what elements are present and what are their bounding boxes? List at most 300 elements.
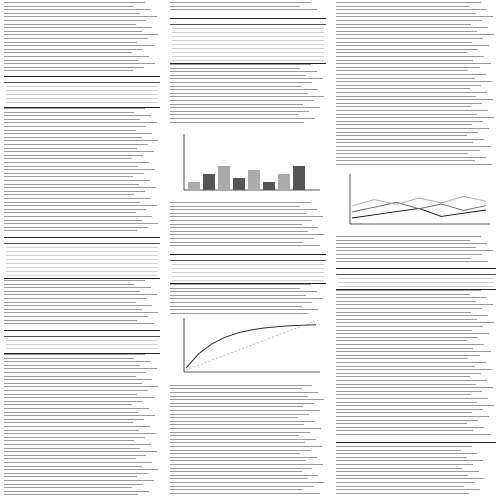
- text-line: [4, 6, 134, 7]
- text-line: [4, 451, 157, 452]
- text-line: [4, 426, 150, 427]
- text-line: [336, 453, 477, 454]
- text-line: [4, 34, 158, 35]
- text-line: [170, 114, 298, 115]
- text-line: [336, 358, 468, 359]
- text-line: [336, 261, 488, 262]
- text-line: [336, 63, 491, 64]
- text-line: [336, 391, 482, 392]
- text-line: [336, 333, 489, 334]
- footer-rule: [336, 442, 496, 443]
- text-line: [336, 434, 491, 435]
- table-row: [338, 286, 494, 287]
- text-line: [4, 458, 136, 459]
- text-line: [4, 368, 157, 369]
- body-text-block: [170, 2, 326, 16]
- text-line: [170, 93, 308, 94]
- text-line: [336, 450, 461, 451]
- text-line: [170, 406, 303, 407]
- text-line: [336, 409, 483, 410]
- text-line: [170, 435, 299, 436]
- text-line: [170, 118, 315, 119]
- text-line: [4, 487, 132, 488]
- text-line: [336, 475, 468, 476]
- text-line: [4, 52, 132, 53]
- text-line: [336, 457, 467, 458]
- text-line: [170, 6, 300, 7]
- bar-shape: [263, 182, 275, 190]
- text-line: [336, 384, 476, 385]
- text-line: [4, 412, 138, 413]
- table-row: [172, 60, 324, 61]
- text-line: [336, 103, 482, 104]
- table-row: [6, 247, 158, 248]
- table-header-rule: [170, 19, 326, 25]
- text-line: [336, 146, 491, 147]
- body-text-block: [336, 2, 496, 168]
- figure-canvas: [336, 170, 496, 234]
- text-line: [4, 130, 136, 131]
- text-line: [170, 96, 324, 97]
- text-line: [336, 416, 489, 417]
- page-footer: [336, 442, 496, 498]
- text-line: [336, 468, 462, 469]
- text-line: [170, 388, 302, 389]
- text-line: [336, 74, 486, 75]
- text-line: [4, 379, 152, 380]
- text-line: [170, 213, 306, 214]
- text-line: [336, 124, 472, 125]
- data-table: [4, 330, 160, 354]
- table-row: [6, 263, 158, 264]
- series-line: [352, 196, 486, 206]
- text-line: [170, 457, 317, 458]
- table-row: [338, 278, 494, 279]
- text-line: [4, 484, 143, 485]
- text-line: [170, 107, 320, 108]
- table-row: [6, 94, 158, 95]
- text-column-right: [336, 2, 496, 498]
- text-line: [336, 254, 482, 255]
- text-line: [4, 45, 154, 46]
- text-line: [4, 173, 144, 174]
- text-line: [4, 433, 156, 434]
- text-line: [170, 78, 323, 79]
- text-line: [4, 415, 155, 416]
- text-line: [170, 396, 308, 397]
- text-line: [336, 56, 484, 57]
- text-line: [336, 27, 488, 28]
- text-line: [336, 376, 470, 377]
- text-line: [4, 444, 151, 445]
- text-line: [336, 139, 484, 140]
- text-line: [4, 126, 146, 127]
- body-text-block: [4, 280, 160, 328]
- text-line: [4, 133, 152, 134]
- text-line: [4, 280, 145, 281]
- text-line: [4, 386, 158, 387]
- text-line: [336, 164, 492, 165]
- text-line: [4, 108, 145, 109]
- text-line: [170, 446, 322, 447]
- text-line: [336, 70, 468, 71]
- table-row: [172, 264, 324, 265]
- text-line: [336, 297, 487, 298]
- text-line: [170, 104, 303, 105]
- text-line: [170, 68, 300, 69]
- bar-shape: [203, 174, 215, 190]
- text-line: [336, 52, 467, 53]
- text-line: [4, 397, 154, 398]
- text-line: [170, 493, 320, 494]
- text-line: [4, 230, 137, 231]
- text-line: [4, 20, 146, 21]
- text-line: [336, 486, 464, 487]
- text-column-left: [4, 2, 160, 498]
- text-line: [170, 414, 309, 415]
- text-line: [336, 250, 493, 251]
- text-line: [170, 450, 311, 451]
- text-line: [4, 480, 154, 481]
- text-line: [336, 366, 475, 367]
- text-line: [336, 99, 493, 100]
- table-header-rule: [336, 269, 496, 275]
- text-line: [336, 373, 481, 374]
- data-table: [4, 237, 160, 279]
- text-line: [4, 312, 158, 313]
- text-line: [4, 469, 158, 470]
- text-line: [4, 184, 139, 185]
- text-line: [336, 20, 482, 21]
- text-line: [336, 290, 481, 291]
- text-line: [336, 348, 473, 349]
- text-line: [170, 242, 303, 243]
- text-line: [336, 243, 487, 244]
- text-line: [4, 437, 145, 438]
- table-row: [172, 272, 324, 273]
- text-line: [170, 206, 300, 207]
- table-row: [172, 32, 324, 33]
- text-line: [4, 158, 132, 159]
- text-line: [336, 9, 487, 10]
- text-line: [4, 323, 154, 324]
- text-line: [336, 471, 479, 472]
- table-row: [6, 102, 158, 103]
- table-row: [6, 271, 158, 272]
- text-line: [336, 412, 472, 413]
- text-line: [336, 88, 470, 89]
- text-line: [170, 284, 311, 285]
- table-row: [6, 90, 158, 91]
- text-line: [336, 482, 474, 483]
- text-line: [170, 216, 323, 217]
- table-row: [172, 48, 324, 49]
- text-line: [4, 287, 151, 288]
- text-column-middle: [170, 2, 326, 498]
- text-line: [336, 16, 493, 17]
- text-line: [336, 240, 470, 241]
- text-line: [170, 9, 317, 10]
- text-line: [170, 306, 302, 307]
- text-line: [336, 31, 477, 32]
- text-line: [170, 417, 298, 418]
- text-line: [336, 78, 475, 79]
- text-line: [336, 351, 491, 352]
- table-row: [172, 280, 324, 281]
- text-line: [4, 354, 145, 355]
- table-row: [6, 86, 158, 87]
- text-line: [4, 191, 145, 192]
- text-line: [4, 376, 136, 377]
- text-line: [4, 473, 148, 474]
- text-line: [4, 119, 140, 120]
- text-line: [336, 92, 487, 93]
- reference-line: [186, 320, 318, 370]
- text-line: [4, 408, 149, 409]
- body-text-block: [170, 64, 326, 128]
- text-line: [170, 421, 315, 422]
- text-line: [170, 439, 316, 440]
- text-line: [170, 71, 317, 72]
- text-line: [336, 489, 480, 490]
- text-line: [170, 224, 302, 225]
- text-line: [4, 112, 134, 113]
- text-line: [4, 162, 149, 163]
- text-line: [170, 471, 302, 472]
- text-line: [336, 6, 470, 7]
- text-line: [170, 234, 324, 235]
- figure-canvas: [170, 130, 326, 200]
- series-line: [352, 202, 486, 212]
- text-line: [336, 427, 484, 428]
- text-line: [4, 115, 151, 116]
- text-line: [4, 383, 142, 384]
- text-line: [336, 308, 482, 309]
- text-line: [336, 369, 492, 370]
- text-line: [336, 430, 473, 431]
- text-line: [4, 13, 140, 14]
- text-line: [4, 205, 157, 206]
- text-line: [4, 361, 151, 362]
- text-line: [336, 153, 468, 154]
- text-line: [336, 330, 472, 331]
- text-line: [336, 423, 467, 424]
- text-line: [336, 446, 472, 447]
- text-line: [170, 122, 304, 123]
- text-line: [4, 56, 149, 57]
- text-line: [336, 301, 476, 302]
- text-line: [170, 460, 306, 461]
- text-line: [4, 144, 148, 145]
- body-text-block: [4, 354, 160, 498]
- text-line: [336, 34, 494, 35]
- figure: [336, 170, 496, 234]
- text-line: [170, 100, 314, 101]
- text-line: [4, 137, 142, 138]
- text-line: [170, 424, 304, 425]
- text-line: [170, 231, 308, 232]
- text-line: [170, 432, 310, 433]
- text-line: [336, 319, 477, 320]
- table-header-rule: [170, 255, 326, 261]
- figure: [170, 130, 326, 200]
- text-line: [170, 295, 306, 296]
- table-header-rule: [4, 238, 160, 244]
- text-line: [4, 70, 133, 71]
- table-row: [172, 40, 324, 41]
- text-line: [4, 216, 152, 217]
- text-line: [170, 410, 320, 411]
- text-line: [4, 358, 134, 359]
- text-line: [336, 42, 472, 43]
- body-text-block: [336, 236, 496, 266]
- data-table: [4, 76, 160, 108]
- text-line: [4, 448, 140, 449]
- bar-shape: [218, 166, 230, 190]
- text-line: [4, 38, 148, 39]
- text-line: [170, 464, 323, 465]
- text-line: [4, 419, 144, 420]
- text-line: [4, 24, 136, 25]
- table-row: [6, 344, 158, 345]
- text-line: [4, 49, 143, 50]
- table-row: [172, 36, 324, 37]
- text-line: [170, 245, 320, 246]
- body-text-block: [170, 202, 326, 252]
- text-line: [336, 135, 467, 136]
- text-line: [336, 258, 471, 259]
- data-table: [336, 268, 496, 290]
- text-line: [336, 60, 473, 61]
- text-line: [4, 227, 148, 228]
- curve-shape: [186, 325, 316, 368]
- text-line: [170, 453, 300, 454]
- data-table: [170, 18, 326, 64]
- text-line: [170, 475, 318, 476]
- text-line: [4, 140, 158, 141]
- text-line: [4, 298, 146, 299]
- text-line: [4, 372, 146, 373]
- text-line: [4, 2, 145, 3]
- text-line: [170, 399, 324, 400]
- body-text-block: [4, 108, 160, 234]
- text-line: [4, 223, 158, 224]
- text-line: [4, 302, 136, 303]
- text-line: [4, 209, 146, 210]
- table-row: [6, 348, 158, 349]
- text-line: [4, 151, 154, 152]
- text-line: [336, 128, 489, 129]
- data-table: [170, 254, 326, 284]
- text-line: [336, 150, 480, 151]
- text-line: [336, 380, 487, 381]
- text-line: [4, 455, 146, 456]
- text-line: [336, 49, 478, 50]
- footer-text-block: [336, 446, 496, 498]
- text-line: [170, 298, 323, 299]
- text-line: [4, 491, 149, 492]
- text-line: [336, 387, 493, 388]
- text-line: [336, 106, 471, 107]
- bar-shape: [248, 170, 260, 190]
- text-line: [336, 478, 484, 479]
- text-line: [336, 2, 481, 3]
- text-line: [336, 67, 480, 68]
- text-line: [336, 142, 473, 143]
- table-row: [6, 98, 158, 99]
- text-line: [170, 403, 314, 404]
- text-line: [4, 187, 156, 188]
- text-line: [4, 31, 142, 32]
- text-line: [4, 122, 157, 123]
- text-line: [4, 194, 134, 195]
- table-row: [6, 267, 158, 268]
- text-line: [170, 209, 317, 210]
- text-line: [4, 212, 136, 213]
- text-line: [4, 430, 139, 431]
- text-line: [336, 247, 476, 248]
- text-line: [4, 291, 140, 292]
- bar-shape: [233, 178, 245, 190]
- figure-canvas: [170, 314, 326, 382]
- text-line: [4, 60, 138, 61]
- text-line: [4, 309, 142, 310]
- text-line: [336, 81, 492, 82]
- text-line: [336, 355, 480, 356]
- body-text-block: [336, 290, 496, 440]
- text-line: [4, 316, 148, 317]
- text-line: [4, 220, 142, 221]
- text-line: [4, 148, 137, 149]
- bar-shape: [188, 182, 200, 190]
- text-line: [4, 63, 155, 64]
- text-line: [4, 365, 140, 366]
- figure: [170, 314, 326, 382]
- text-line: [336, 394, 471, 395]
- table-row: [6, 275, 158, 276]
- text-line: [170, 442, 305, 443]
- text-line: [336, 24, 471, 25]
- text-line: [170, 309, 318, 310]
- text-line: [4, 476, 137, 477]
- text-line: [4, 394, 137, 395]
- text-line: [170, 202, 311, 203]
- text-line: [4, 462, 152, 463]
- text-line: [4, 404, 132, 405]
- text-line: [336, 110, 488, 111]
- body-text-block: [4, 2, 160, 74]
- text-line: [336, 45, 489, 46]
- table-row: [172, 56, 324, 57]
- text-line: [4, 176, 133, 177]
- text-line: [4, 180, 150, 181]
- text-line: [336, 114, 477, 115]
- text-line: [336, 121, 483, 122]
- text-line: [170, 2, 311, 3]
- text-line: [4, 27, 152, 28]
- text-line: [170, 385, 312, 386]
- text-line: [4, 440, 134, 441]
- text-line: [336, 322, 494, 323]
- text-line: [336, 294, 470, 295]
- text-line: [336, 132, 478, 133]
- bar-shape: [293, 166, 305, 190]
- text-line: [336, 13, 476, 14]
- text-line: [336, 420, 478, 421]
- text-line: [4, 42, 137, 43]
- table-row: [6, 340, 158, 341]
- text-line: [336, 160, 475, 161]
